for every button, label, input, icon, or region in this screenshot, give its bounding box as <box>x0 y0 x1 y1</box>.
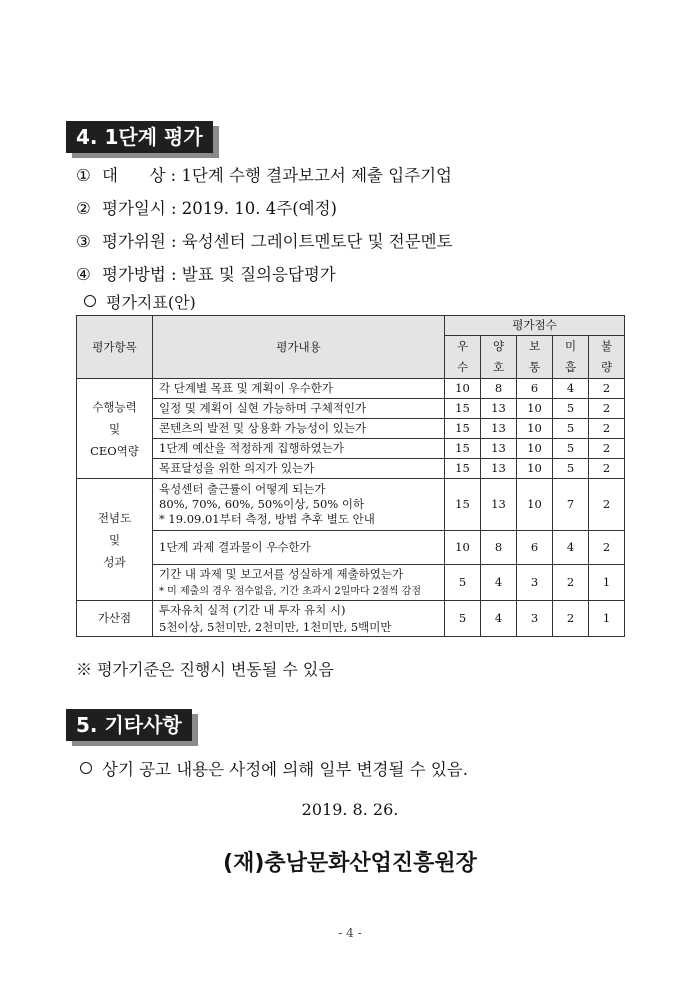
content-cell <box>153 379 445 399</box>
content-line: 1단계 예산을 적정하게 집행하였는가 <box>159 441 344 455</box>
score-cell: 8 <box>481 379 517 399</box>
header-grade-char: 양 <box>492 339 505 353</box>
header-grade <box>517 336 553 379</box>
header-grade <box>553 336 589 379</box>
circle-bullet-icon <box>84 295 96 307</box>
table-row <box>77 459 625 479</box>
header-grade-char: 보 <box>528 339 541 353</box>
category-line: 및 <box>108 421 121 436</box>
content-line: 목표달성을 위한 의지가 있는가 <box>159 461 315 475</box>
organization-name: (재)충남문화산업진흥원장 <box>223 851 477 876</box>
score-cell: 10 <box>517 439 553 459</box>
score-cell: 3 <box>517 565 553 601</box>
content-line: 1단계 과제 결과물이 우수한가 <box>159 540 311 554</box>
score-cell: 5 <box>553 439 589 459</box>
score-cell: 2 <box>589 439 625 459</box>
content-line: 기간 내 과제 및 보고서를 성실하게 제출하였는가 <box>159 566 404 581</box>
score-cell: 2 <box>589 531 625 565</box>
header-grade-char: 호 <box>492 360 505 374</box>
content-cell <box>153 459 445 479</box>
score-cell: 15 <box>445 399 481 419</box>
score-cell: 4 <box>481 565 517 601</box>
header-category: 평가항목 <box>77 316 153 379</box>
evaluation-note: ※ 평가기준은 진행시 변동될 수 있음 <box>76 660 334 679</box>
score-cell: 4 <box>553 531 589 565</box>
item-number: ③ <box>76 232 91 251</box>
score-cell: 13 <box>481 399 517 419</box>
score-cell: 2 <box>589 459 625 479</box>
header-grade-char: 량 <box>600 360 613 374</box>
content-cell <box>153 419 445 439</box>
score-cell: 5 <box>445 565 481 601</box>
score-cell: 1 <box>589 601 625 637</box>
score-cell: 2 <box>589 419 625 439</box>
score-cell: 15 <box>445 439 481 459</box>
score-cell: 2 <box>589 379 625 399</box>
content-line: 투자유치 실적 (기간 내 투자 유치 시) <box>159 602 346 617</box>
header-grade <box>481 336 517 379</box>
header-grade-char: 수 <box>456 360 469 374</box>
other-notice <box>80 756 468 780</box>
category-line: CEO역량 <box>90 443 139 458</box>
category-cell <box>77 379 153 479</box>
item-target <box>76 165 452 187</box>
score-cell: 13 <box>481 479 517 531</box>
other-notice-text: 상기 공고 내용은 사정에 의해 일부 변경될 수 있음. <box>102 760 468 779</box>
table-row <box>77 601 625 637</box>
score-cell: 5 <box>553 399 589 419</box>
content-line: * 미 제출의 경우 점수없음, 기간 초과시 2일마다 2점씩 감점 <box>159 585 422 597</box>
content-cell <box>153 399 445 419</box>
score-cell: 5 <box>445 601 481 637</box>
announcement-date: 2019. 8. 26. <box>301 800 399 819</box>
score-cell: 4 <box>553 379 589 399</box>
item-text: 평가방법 : 발표 및 질의응답평가 <box>102 265 336 284</box>
content-cell <box>153 439 445 459</box>
score-cell: 7 <box>553 479 589 531</box>
score-cell: 3 <box>517 601 553 637</box>
circle-bullet-icon <box>80 762 92 774</box>
score-cell: 15 <box>445 459 481 479</box>
table-row <box>77 531 625 565</box>
content-line: 콘텐츠의 발전 및 상용화 가능성이 있는가 <box>159 421 367 435</box>
header-grade-char: 미 <box>564 339 577 353</box>
score-cell: 6 <box>517 531 553 565</box>
header-score: 평가점수 <box>445 316 625 336</box>
score-cell: 10 <box>517 459 553 479</box>
score-cell: 13 <box>481 459 517 479</box>
content-line: * 19.09.01부터 측정, 방법 추후 별도 안내 <box>159 512 375 526</box>
table-row <box>77 419 625 439</box>
section-5-title: 5. 기타사항 <box>66 709 192 741</box>
score-cell: 5 <box>553 459 589 479</box>
score-cell: 15 <box>445 479 481 531</box>
score-cell: 10 <box>517 419 553 439</box>
item-text: 대 상 : 1단계 수행 결과보고서 제출 입주기업 <box>102 166 452 185</box>
item-date <box>76 198 337 220</box>
score-cell: 8 <box>481 531 517 565</box>
content-line: 일정 및 계획이 실현 가능하며 구체적인가 <box>159 401 367 415</box>
content-line: 각 단계별 목표 및 계획이 우수한가 <box>159 381 333 395</box>
item-number: ② <box>76 199 91 218</box>
content-cell <box>153 531 445 565</box>
content-line: 5천이상, 5천미만, 2천미만, 1천미만, 5백미만 <box>159 619 392 634</box>
score-cell: 15 <box>445 419 481 439</box>
score-cell: 10 <box>445 531 481 565</box>
score-cell: 4 <box>481 601 517 637</box>
header-grade-char: 흡 <box>564 360 577 374</box>
header-grade <box>589 336 625 379</box>
score-cell: 13 <box>481 439 517 459</box>
table-row <box>77 379 625 399</box>
header-grade-char: 불 <box>600 339 613 353</box>
category-line: 및 <box>108 532 121 547</box>
evaluation-table <box>76 315 625 637</box>
header-content: 평가내용 <box>153 316 445 379</box>
header-grade-char: 통 <box>528 360 541 374</box>
table-row <box>77 399 625 419</box>
score-cell: 5 <box>553 419 589 439</box>
item-method <box>76 264 336 286</box>
score-cell: 10 <box>517 399 553 419</box>
section-4-title: 4. 1단계 평가 <box>66 121 213 153</box>
category-cell <box>77 601 153 637</box>
score-cell: 2 <box>553 565 589 601</box>
score-cell: 2 <box>553 601 589 637</box>
content-cell <box>153 479 445 531</box>
score-cell: 1 <box>589 565 625 601</box>
category-line: 전념도 <box>97 510 132 525</box>
header-grade <box>445 336 481 379</box>
table-row <box>77 565 625 601</box>
score-cell: 2 <box>589 399 625 419</box>
category-line: 수행능력 <box>92 399 137 414</box>
score-cell: 10 <box>445 379 481 399</box>
table-row <box>77 479 625 531</box>
category-cell <box>77 479 153 601</box>
score-cell: 2 <box>589 479 625 531</box>
item-number: ① <box>76 166 91 185</box>
evaluation-index-heading <box>84 292 196 314</box>
subheading-text: 평가지표(안) <box>106 293 196 312</box>
item-text: 평가위원 : 육성센터 그레이트멘토단 및 전문멘토 <box>102 232 453 251</box>
page-number: - 4 - <box>338 926 362 940</box>
item-evaluators <box>76 231 453 253</box>
item-number: ④ <box>76 265 91 284</box>
table-row <box>77 439 625 459</box>
category-line: 가산점 <box>97 611 132 625</box>
content-cell <box>153 601 445 637</box>
item-text: 평가일시 : 2019. 10. 4주(예정) <box>102 199 337 218</box>
category-line: 성과 <box>103 554 126 569</box>
score-cell: 6 <box>517 379 553 399</box>
content-line: 80%, 70%, 60%, 50%이상, 50% 이하 <box>159 497 365 511</box>
score-cell: 10 <box>517 479 553 531</box>
content-line: 육성센터 출근률이 어떻게 되는가 <box>159 482 326 496</box>
content-cell <box>153 565 445 601</box>
header-grade-char: 우 <box>456 339 469 353</box>
score-cell: 13 <box>481 419 517 439</box>
